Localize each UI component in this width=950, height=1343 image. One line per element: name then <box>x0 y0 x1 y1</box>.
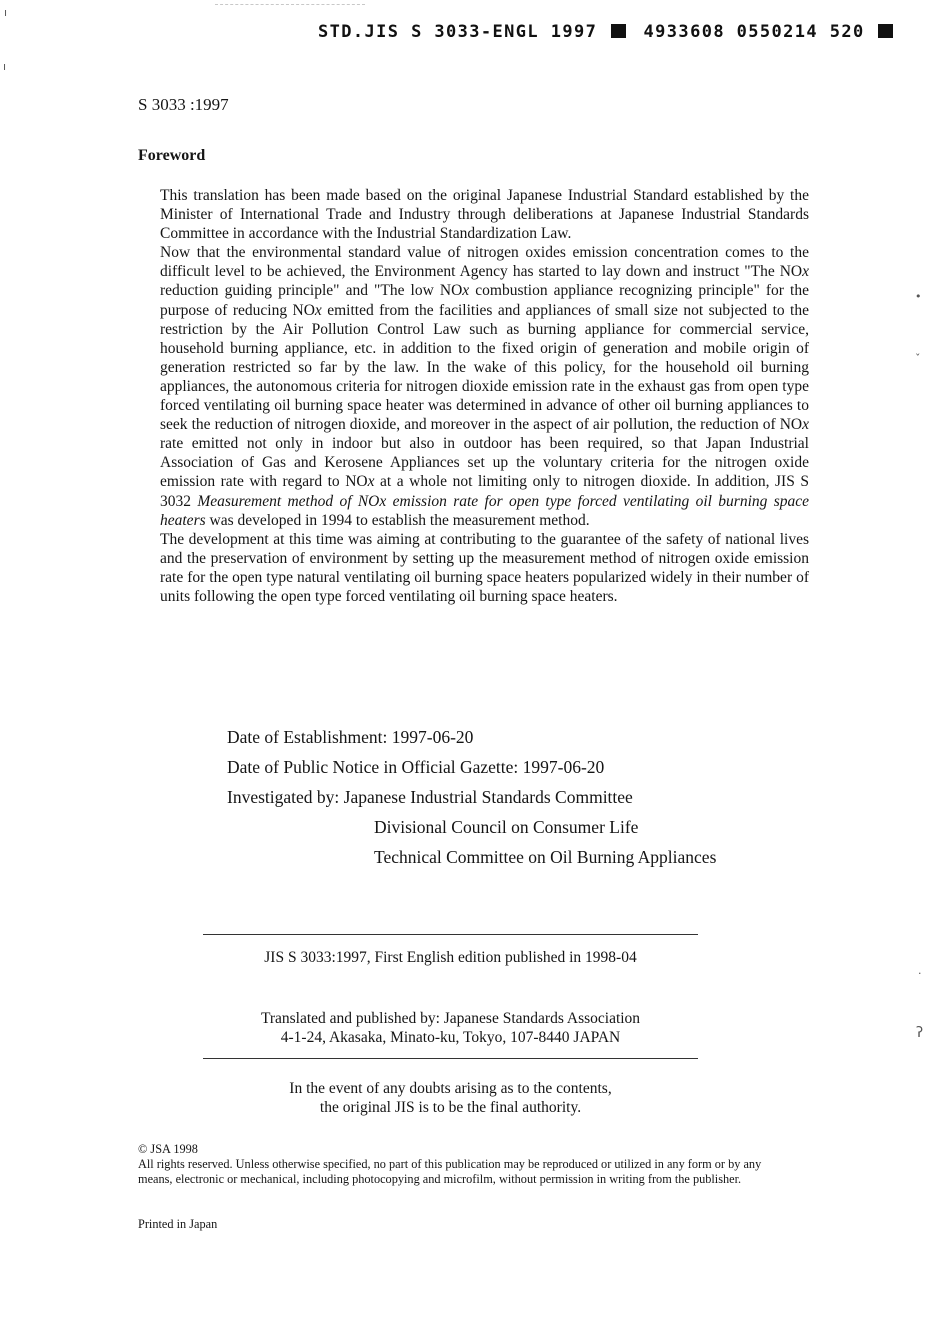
scan-speck: ʔ <box>916 1025 924 1041</box>
header-black-block-1 <box>611 24 626 38</box>
divider-top <box>203 934 698 935</box>
foreword-body <box>160 186 809 606</box>
public-notice-row <box>227 752 716 782</box>
investigated-line: Technical Committee on Oil Burning Appliances <box>374 847 717 867</box>
public-notice-date: 1997-06-20 <box>522 757 605 777</box>
edition-line: JIS S 3033:1997, First English edition published in 1998-04 <box>264 949 637 966</box>
investigated-row <box>227 782 716 812</box>
header-document-code <box>318 22 890 42</box>
printed-in: Printed in Japan <box>138 1217 218 1231</box>
authority-line-2: the original JIS is to be the final authority. <box>319 1099 582 1116</box>
establishment-row <box>227 722 716 752</box>
foreword-paragraph-1: This translation has been made based on the original Japanese Industrial Standard established by the Minister of International Trade and Industry through deliberations at Japanese Industrial Standards Committee in accordance with the Industrial Standardization Law. <box>160 187 809 243</box>
investigated-label: Investigated by: <box>227 787 340 807</box>
divider-bottom <box>203 1058 698 1059</box>
scan-speck: ˇ <box>915 352 921 365</box>
authority-line-1: In the event of any doubts arising as to the contents, <box>289 1080 612 1097</box>
header-black-block-2 <box>878 24 893 38</box>
copyright-block <box>138 1142 778 1188</box>
publisher-line-2: 4-1-24, Akasaka, Minato-ku, Tokyo, 107-8440 JAPAN <box>280 1029 621 1046</box>
dates-block <box>227 722 716 872</box>
rights-text: All rights reserved. Unless otherwise specified, no part of this publication may be reproduced or utilized in any form or by any means, electronic or mechanical, including photocopying and microfilm, without permission in writing from the publisher. <box>138 1157 762 1187</box>
scan-speck: ı <box>4 6 8 19</box>
header-code-segment-2: 4933608 0550214 520 <box>643 22 865 42</box>
investigated-line: Japanese Industrial Standards Committee <box>343 787 633 807</box>
scan-speck: ı <box>3 60 7 73</box>
public-notice-label: Date of Public Notice in Official Gazette: <box>227 757 519 777</box>
copyright-line: © JSA 1998 <box>138 1142 198 1156</box>
foreword-heading: Foreword <box>138 147 206 164</box>
foreword-paragraph-3: The development at this time was aiming at contributing to the guarantee of the safety of national lives and the preservation of environment by setting up the measurement method of nitrogen oxide emission rate for the open type natural ventilating oil burning space heaters popularized widely in their number of units following the open type forced ventilating oil burning space heaters. <box>160 530 809 605</box>
establishment-label: Date of Establishment: <box>227 727 388 747</box>
publisher-line-1: Translated and published by: Japanese Standards Association <box>260 1010 641 1027</box>
investigated-line: Divisional Council on Consumer Life <box>374 817 639 837</box>
foreword-paragraph-2: Now that the environmental standard value of nitrogen oxides emission concentration comes to the difficult level to be achieved, the Environment Agency has started to lay down and instruct "The NOx reduction guiding principle" and "The low NOx combustion appliance recognizing principle" for the purpose of reducing NOx emitted from the facilities and appliances of small size not subjected to the restriction by the Air Pollution Control Law such as burning appliance for commercial service, household burning appliance, etc. in addition to the fixed origin of generation and mobile origin of generation restricted so far by the law. In the wake of this policy, for the household oil burning appliances, the autonomous criteria for nitrogen dioxide emission rate in the exhaust gas from open type forced ventilating oil burning space heater was determined in advance of other oil burning appliances to seek the reduction of nitrogen dioxide, and moreover in the aspect of air pollution, the reduction of NOx rate emitted not only in indoor but also in outdoor has been required, so that Japan Industrial Association of Gas and Kerosene Appliances set up the voluntary criteria for the nitrogen oxide emission rate with regard to NOx at a whole not limiting only to nitrogen dioxide. In addition, JIS S 3032 Measurement method of NOx emission rate for open type forced ventilating oil burning space heaters was developed in 1994 to establish the measurement method. <box>160 244 810 529</box>
header-code-segment-1: STD.JIS S 3033-ENGL 1997 <box>318 22 598 42</box>
scan-speck: • <box>915 290 922 303</box>
scan-speck: · <box>918 967 922 980</box>
scan-artifact-dash <box>215 4 365 5</box>
establishment-date: 1997-06-20 <box>391 727 474 747</box>
standard-number: S 3033 :1997 <box>138 95 229 114</box>
